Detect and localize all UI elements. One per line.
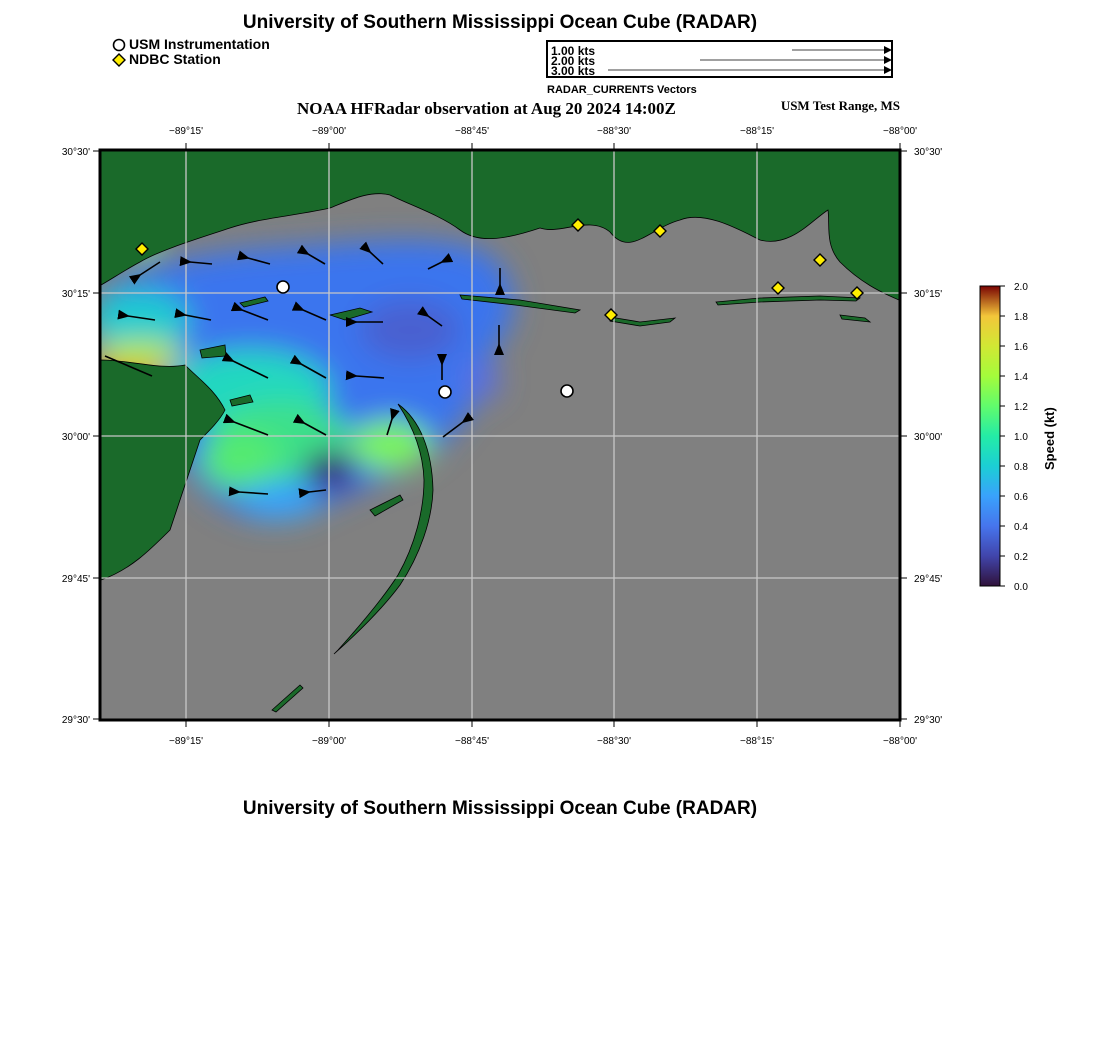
colorbar-tick-label: 0.8 [1014, 462, 1028, 473]
colorbar-tick-label: 1.8 [1014, 312, 1028, 323]
colorbar-tick-label: 0.6 [1014, 492, 1028, 503]
lat-label-right: 30°30' [914, 147, 943, 158]
lon-label-top: −89°15' [169, 126, 203, 137]
lat-label-left: 29°30' [61, 715, 90, 726]
lon-label-top: −88°00' [883, 126, 917, 137]
lon-label-bottom: −88°15' [740, 736, 774, 747]
lon-label-bottom: −88°45' [455, 736, 489, 747]
colorbar-ticks [1000, 286, 1005, 586]
lon-label-top: −88°45' [455, 126, 489, 137]
colorbar-label: Speed (kt) [1042, 407, 1057, 470]
lon-label-top: −89°00' [312, 126, 346, 137]
usm-station-marker [561, 385, 573, 397]
lon-label-top: −88°30' [597, 126, 631, 137]
figure-title-repeat: University of Southern Mississippi Ocean Cube (RADAR) [242, 798, 758, 819]
usm-station-marker [277, 281, 289, 293]
colorbar-tick-label: 2.0 [1014, 282, 1028, 293]
vector-key-title: RADAR_CURRENTS Vectors [547, 84, 697, 96]
lon-label-bottom: −88°30' [597, 736, 631, 747]
colorbar-tick-label: 0.2 [1014, 552, 1028, 563]
lat-label-left: 30°15' [61, 289, 90, 300]
map-area [85, 151, 899, 719]
lon-label-bottom: −89°00' [312, 736, 346, 747]
colorbar-tick-label: 0.4 [1014, 522, 1028, 533]
colorbar-tick-label: 1.4 [1014, 372, 1028, 383]
map-subtitle: NOAA HFRadar observation at Aug 20 2024 14:00Z [297, 99, 676, 118]
legend-instrumentation-label: USM Instrumentation [129, 36, 270, 52]
lat-label-right: 30°15' [914, 289, 943, 300]
lat-label-left: 29°45' [61, 574, 90, 585]
colorbar-tick-label: 0.0 [1014, 582, 1028, 593]
figure-title: University of Southern Mississippi Ocean Cube (RADAR) [242, 12, 758, 33]
vector-key-label-2: 2.00 kts [551, 54, 596, 68]
colorbar-tick-label: 1.2 [1014, 402, 1028, 413]
lat-label-right: 29°30' [914, 715, 943, 726]
colorbar-tick-label: 1.6 [1014, 342, 1028, 353]
lon-label-bottom: −89°15' [169, 736, 203, 747]
usm-station-marker [439, 386, 451, 398]
range-label: USM Test Range, MS [780, 98, 900, 113]
colorbar-tick-label: 1.0 [1014, 432, 1028, 443]
speed-colorbar [980, 286, 1000, 586]
lon-label-bottom: −88°00' [883, 736, 917, 747]
vector-key-label-3: 3.00 kts [551, 64, 596, 78]
lat-label-left: 30°30' [61, 147, 90, 158]
lon-label-top: −88°15' [740, 126, 774, 137]
lat-label-left: 30°00' [61, 432, 90, 443]
lat-label-right: 29°45' [914, 574, 943, 585]
vector-key-label-1: 1.00 kts [551, 44, 596, 58]
legend-ndbc-label: NDBC Station [129, 51, 221, 67]
lat-label-right: 30°00' [914, 432, 943, 443]
